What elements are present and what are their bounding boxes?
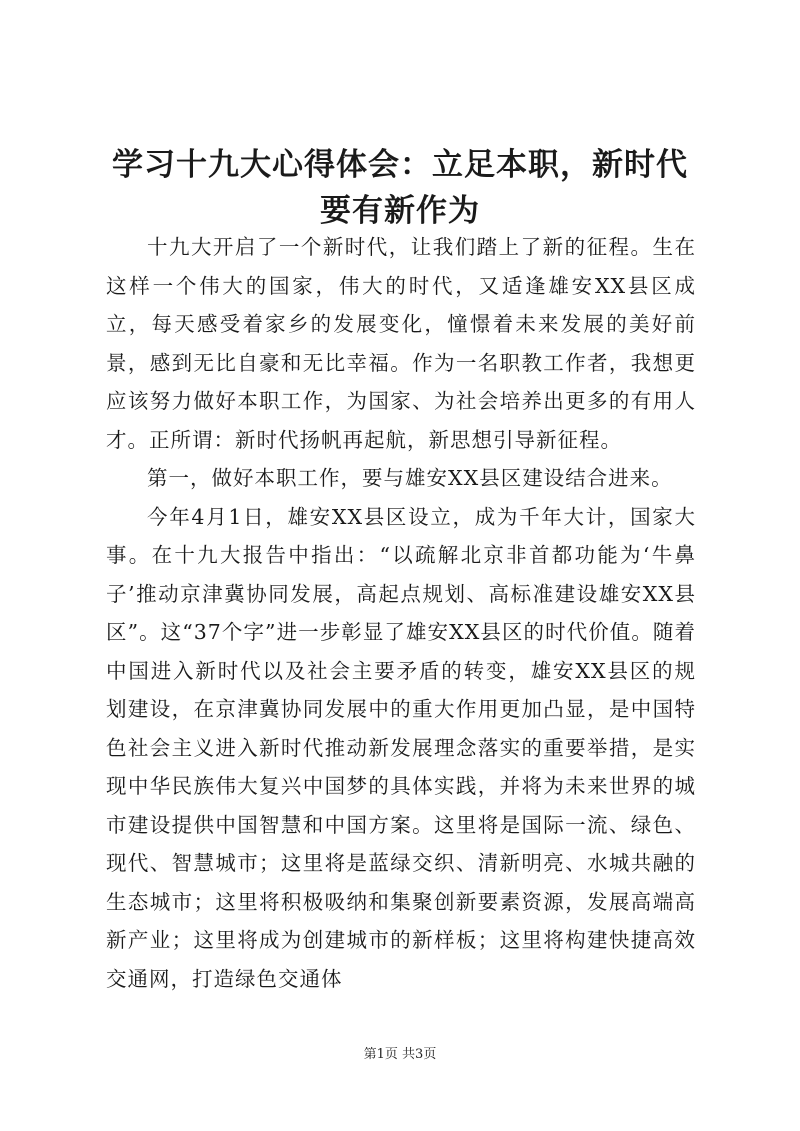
paragraph-intro: 十九大开启了一个新时代，让我们踏上了新的征程。生在这样一个伟大的国家，伟大的时代，又适逢雄安XX县区成立，每天感受着家乡的发展变化，憧憬着未来发展的美好前景，感到无比自豪和无比幸福。作为一名职教工作者，我想更应该努力做好本职工作，为国家、为社会培养出更多的有用人才。正所谓：新时代扬帆再起航，新思想引导新征程。 [106, 235, 696, 452]
document-title: 学习十九大心得体会：立足本职，新时代要有新作为 [112, 147, 688, 229]
paragraph-point-one: 第一，做好本职工作，要与雄安XX县区建设结合进来。 [147, 466, 673, 490]
paragraph-xiongan: 今年4月1日，雄安XX县区设立，成为千年大计，国家大事。在十九大报告中指出：“以疏解北京非首都功能为‘牛鼻子’推动京津冀协同发展，高起点规划、高标准建设雄安XX县区”。这“37个字”进一步彰显了雄安XX县区的时代价值。随着中国进入新时代以及社会主要矛盾的转变，雄安XX县区的规划建设，在京津冀协同发展中的重大作用更加凸显，是中国特色社会主义进入新时代推动新发展理念落实的重要举措，是实现中华民族伟大复兴中国梦的具体实践，并将为未来世界的城市建设提供中国智慧和中国方案。这里将是国际一流、绿色、现代、智慧城市；这里将是蓝绿交织、清新明亮、水城共融的生态城市；这里将积极吸纳和集聚创新要素资源，发展高端高新产业；这里将成为创建城市的新样板；这里将构建快捷高效交通网，打造绿色交通体 [106, 504, 696, 991]
page-number: 第1页 共3页 [363, 1047, 437, 1062]
document-body [106, 228, 696, 998]
